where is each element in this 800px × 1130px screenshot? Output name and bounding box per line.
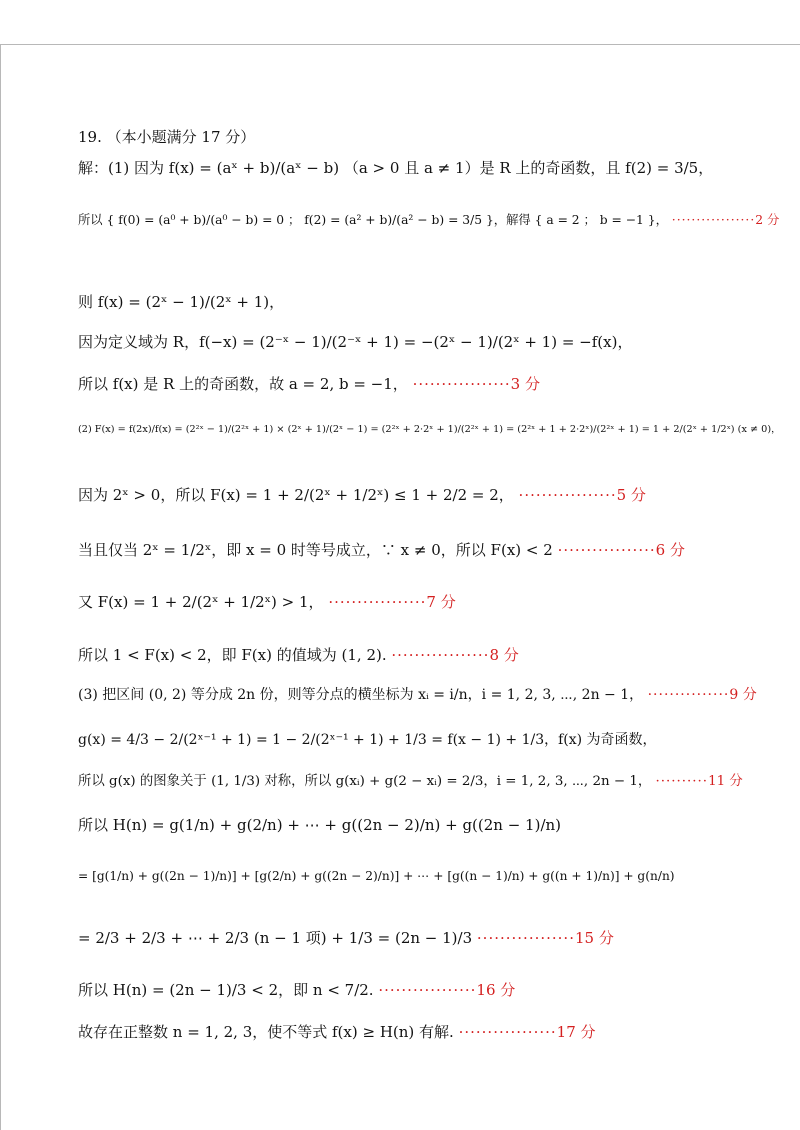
- solution-text: 所以 H(n) = g(1/n) + g(2/n) + ⋯ + g((2n − 2)/n) + g((2n − 1)/n): [78, 816, 562, 834]
- problem-header: [78, 127, 255, 147]
- solution-text: 所以 H(n) = (2n − 1)/3 < 2，即 n < 7/2.: [78, 981, 374, 999]
- solution-line-16: [78, 928, 614, 948]
- score-dots: ·················: [391, 646, 490, 664]
- score-mark: 17 分: [556, 1023, 596, 1041]
- solution-text: 所以 { f(0) = (a⁰ + b)/(a⁰ − b) = 0 ； f(2) = (a² + b)/(a² − b) = 3/5 }，解得 { a = 2 ； b = −1 }，: [78, 213, 668, 227]
- problem-note: （本小题满分 17 分）: [106, 128, 256, 146]
- solution-text: 则 f(x) = (2ˣ − 1)/(2ˣ + 1)，: [78, 293, 285, 311]
- score-mark: 2 分: [755, 213, 780, 227]
- solution-line-18: [78, 1022, 596, 1042]
- solution-text: = [g(1/n) + g((2n − 1)/n)] + [g(2/n) + g((2n − 2)/n)] + ⋯ + [g((n − 1)/n) + g((n + 1)/n)] + g(n/n): [78, 869, 675, 883]
- solution-text: 当且仅当 2ˣ = 1/2ˣ，即 x = 0 时等号成立，∵ x ≠ 0，所以 F(x) < 2: [78, 541, 553, 559]
- score-dots: ···············: [647, 687, 730, 703]
- solution-text: (2) F(x) = f(2x)/f(x) = (2²ˣ − 1)/(2²ˣ + 1) × (2ˣ + 1)/(2ˣ − 1) = (2²ˣ + 2·2ˣ + 1)/(2²ˣ + 1) = (2²ˣ + 1 + 2·2ˣ)/(2²ˣ + 1) = 1 + 2/(2ˣ + 1/2ˣ) (x ≠ 0)，: [78, 424, 781, 435]
- solution-text: (3) 把区间 (0, 2) 等分成 2n 份，则等分点的横坐标为 xᵢ = i/n，i = 1, 2, 3, ⋯, 2n − 1，: [78, 687, 644, 703]
- score-dots: ·················: [476, 929, 575, 947]
- score-dots: ··········: [655, 774, 709, 789]
- solution-line-10: [78, 645, 519, 665]
- solution-text: 因为定义域为 R，f(−x) = (2⁻ˣ − 1)/(2⁻ˣ + 1) = −(2ˣ − 1)/(2ˣ + 1) = −f(x)，: [78, 333, 633, 351]
- problem-number: 19.: [78, 128, 102, 146]
- solution-line-12: [78, 730, 657, 750]
- page-left-border: [0, 44, 1, 1130]
- solution-line-3: [78, 292, 284, 312]
- score-mark: 8 分: [489, 646, 519, 664]
- solution-line-5: [78, 374, 540, 394]
- solution-line-7: [78, 485, 646, 505]
- solution-line-9: [78, 592, 456, 612]
- score-mark: 5 分: [616, 486, 646, 504]
- score-dots: ·················: [412, 375, 511, 393]
- score-dots: ·················: [671, 213, 756, 227]
- score-dots: ·················: [518, 486, 617, 504]
- page-top-border: [0, 44, 800, 45]
- score-mark: 16 分: [476, 981, 516, 999]
- score-mark: 15 分: [574, 929, 614, 947]
- solution-line-8: [78, 540, 685, 560]
- score-mark: 11 分: [708, 774, 743, 789]
- solution-text: 所以 1 < F(x) < 2，即 F(x) 的值域为 (1, 2).: [78, 646, 387, 664]
- solution-line-4: [78, 332, 632, 352]
- solution-text: 又 F(x) = 1 + 2/(2ˣ + 1/2ˣ) > 1，: [78, 593, 324, 611]
- solution-text: 所以 f(x) 是 R 上的奇函数，故 a = 2, b = −1，: [78, 375, 408, 393]
- score-mark: 3 分: [510, 375, 540, 393]
- score-mark: 6 分: [655, 541, 685, 559]
- solution-text: = 2/3 + 2/3 + ⋯ + 2/3 (n − 1 项) + 1/3 = (2n − 1)/3: [78, 929, 473, 947]
- solution-line-14: [78, 815, 561, 835]
- solution-text: 因为 2ˣ > 0，所以 F(x) = 1 + 2/(2ˣ + 1/2ˣ) ≤ 1 + 2/2 = 2，: [78, 486, 514, 504]
- solution-line-17: [78, 980, 515, 1000]
- score-mark: 7 分: [426, 593, 456, 611]
- solution-line-15: [78, 866, 675, 886]
- score-dots: ·················: [378, 981, 477, 999]
- solution-line-2: [78, 210, 779, 230]
- solution-line-1: [78, 158, 713, 178]
- score-dots: ·················: [557, 541, 656, 559]
- solution-text: 解：(1) 因为 f(x) = (aˣ + b)/(aˣ − b) （a > 0 且 a ≠ 1）是 R 上的奇函数，且 f(2) = 3/5，: [78, 159, 714, 177]
- solution-line-13: [78, 772, 743, 792]
- score-dots: ·················: [458, 1023, 557, 1041]
- solution-line-11: [78, 685, 757, 705]
- score-dots: ·················: [328, 593, 427, 611]
- score-mark: 9 分: [729, 687, 757, 703]
- solution-text: 所以 g(x) 的图象关于 (1, 1/3) 对称，所以 g(xᵢ) + g(2 − xᵢ) = 2/3，i = 1, 2, 3, ⋯, 2n − 1，: [78, 774, 652, 789]
- solution-text: g(x) = 4/3 − 2/(2ˣ⁻¹ + 1) = 1 − 2/(2ˣ⁻¹ + 1) + 1/3 = f(x − 1) + 1/3，f(x) 为奇函数，: [78, 732, 657, 748]
- solution-line-6: [78, 420, 781, 440]
- solution-text: 故存在正整数 n = 1, 2, 3，使不等式 f(x) ≥ H(n) 有解.: [78, 1023, 454, 1041]
